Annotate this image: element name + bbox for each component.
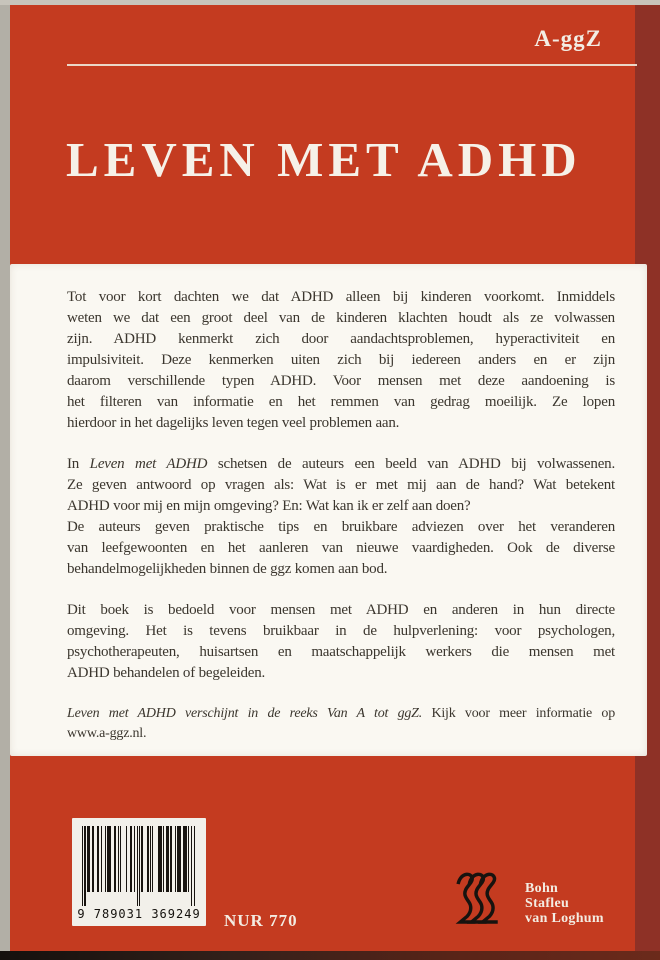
scan-edge-bottom bbox=[0, 951, 660, 960]
text-segment: www.a-ggz.nl. bbox=[67, 726, 147, 741]
text-segment: ADHD behandelen of begeleiden. bbox=[67, 665, 266, 681]
barcode-digits: 9 789031 369249 bbox=[77, 907, 201, 921]
text-segment: Tot voor kort dachten we dat ADHD alleen bij kinderen voorkomt. Inmiddels bbox=[67, 289, 615, 305]
back-cover-text bbox=[67, 287, 615, 764]
text-line bbox=[67, 538, 615, 559]
text-line bbox=[67, 308, 615, 329]
text-segment: Dit boek is bedoeld voor mensen met ADHD en anderen in hun directe bbox=[67, 602, 615, 618]
text-segment: omgeving. Het is tevens bruikbaar in de hulpverlening: voor psychologen, bbox=[67, 623, 615, 639]
text-segment: psychotherapeuten, huisartsen en maatschappelijk werkers die mensen met bbox=[67, 644, 615, 660]
text-segment: Ze geven antwoord op vragen als: Wat is er met mij aan de hand? Wat betekent bbox=[67, 477, 615, 493]
text-line bbox=[67, 287, 615, 308]
paragraph bbox=[67, 600, 615, 684]
text-line bbox=[67, 475, 615, 496]
text-segment: De auteurs geven praktische tips en bruikbare adviezen over het veranderen bbox=[67, 519, 615, 535]
scan-edge-top bbox=[0, 0, 660, 5]
text-segment: ADHD voor mij en mijn omgeving? En: Wat kan ik er zelf aan doen? bbox=[67, 498, 471, 514]
text-segment: zijn. ADHD kenmerkt zich door aandachtsproblemen, hyperactiviteit en bbox=[67, 331, 615, 347]
nur-code: NUR 770 bbox=[224, 911, 298, 930]
book-title: LEVEN MET ADHD bbox=[66, 132, 582, 187]
text-segment: hierdoor in het dagelijks leven tegen veel problemen aan. bbox=[67, 415, 400, 431]
paragraph bbox=[67, 454, 615, 580]
scan-edge-left bbox=[0, 0, 10, 960]
paragraph bbox=[67, 704, 615, 744]
text-line bbox=[67, 724, 615, 744]
text-line bbox=[67, 329, 615, 350]
text-segment: schetsen de auteurs een beeld van ADHD bij volwassenen. bbox=[207, 456, 615, 472]
publisher-name-line: Stafleu bbox=[525, 896, 570, 911]
text-line bbox=[67, 496, 615, 517]
text-line bbox=[67, 704, 615, 724]
text-segment: Kijk voor meer informatie op bbox=[422, 706, 616, 721]
text-segment: daarom verschillende typen ADHD. Voor mensen met deze aandoening is bbox=[67, 373, 615, 389]
paragraph bbox=[67, 287, 615, 434]
publisher-name bbox=[525, 869, 604, 927]
italic-text: Leven met ADHD bbox=[89, 456, 208, 472]
text-line bbox=[67, 350, 615, 371]
barcode bbox=[72, 818, 206, 926]
text-segment: het filteren van informatie en het remmen van gedrag moeilijk. Ze lopen bbox=[67, 394, 615, 410]
back-cover-panel bbox=[10, 264, 647, 756]
text-line bbox=[67, 517, 615, 538]
barcode-module bbox=[194, 826, 195, 906]
text-line bbox=[67, 600, 615, 621]
series-brand: A-ggZ bbox=[534, 26, 602, 51]
publisher-logo bbox=[449, 869, 604, 927]
text-segment: impulsiviteit. Deze kenmerken uiten zich bij iedereen anders en er zijn bbox=[67, 352, 615, 368]
text-line bbox=[67, 454, 615, 475]
text-line bbox=[67, 371, 615, 392]
text-line bbox=[67, 663, 615, 684]
text-segment: behandelmogelijkheden binnen de ggz komen aan bod. bbox=[67, 561, 388, 577]
text-line bbox=[67, 392, 615, 413]
publisher-swans-icon bbox=[449, 869, 513, 927]
publisher-name-line: van Loghum bbox=[525, 911, 604, 926]
italic-text: Leven met ADHD verschijnt in de reeks Van A tot ggZ. bbox=[67, 706, 423, 721]
text-line bbox=[67, 559, 615, 580]
text-segment: van leefgewoonten en het aanleren van nieuwe vaardigheden. Ook de diverse bbox=[67, 540, 615, 556]
text-line bbox=[67, 642, 615, 663]
text-segment: In bbox=[67, 456, 90, 472]
divider-line bbox=[67, 64, 637, 66]
text-line bbox=[67, 413, 615, 434]
text-line bbox=[67, 621, 615, 642]
text-segment: weten we dat een groot deel van de kinderen klachten houdt als ze volwassen bbox=[67, 310, 615, 326]
barcode-bars bbox=[82, 826, 196, 906]
publisher-name-line: Bohn bbox=[525, 881, 559, 896]
